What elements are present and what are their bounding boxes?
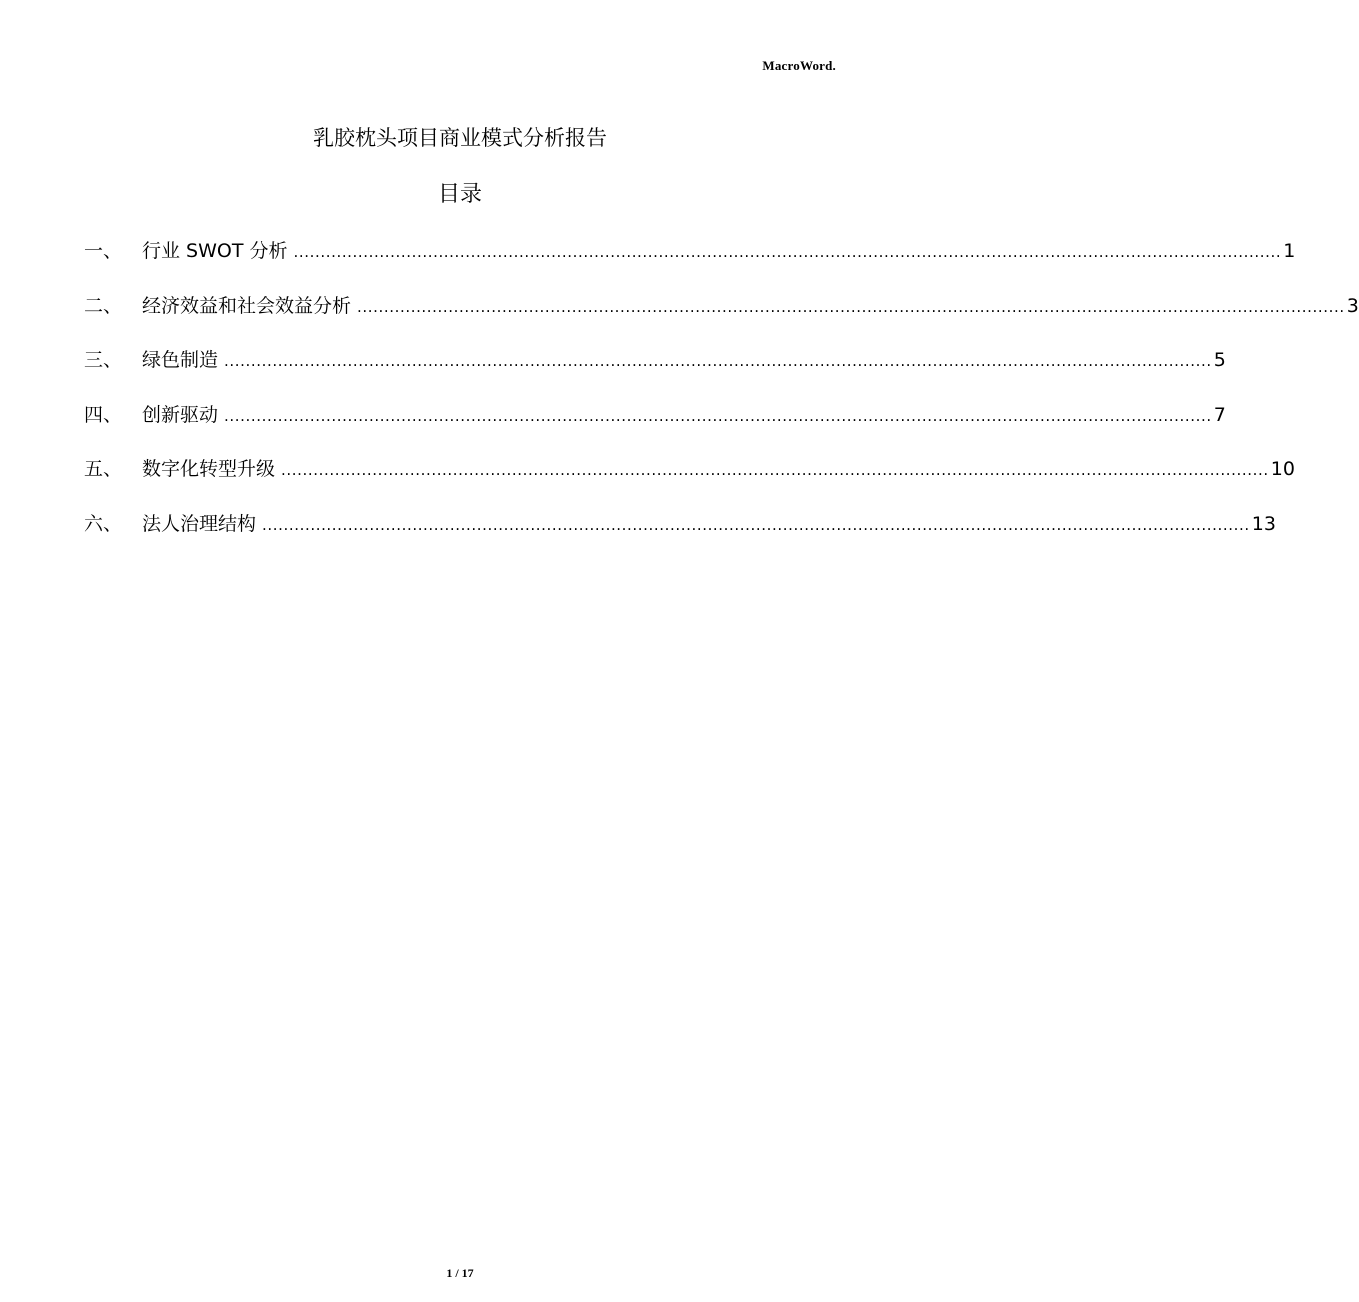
toc-dot-leader: ........................................................................................................................................................................................ [293, 243, 1282, 261]
toc-entry[interactable] [84, 291, 1359, 346]
toc-dot-leader: ........................................................................................................................................................................................ [357, 297, 1345, 316]
toc-entry-page[interactable]: 7 [1213, 403, 1226, 426]
toc-heading: 目录 [437, 182, 482, 207]
toc-entry-page[interactable]: 10 [1270, 458, 1295, 480]
toc-entry-label[interactable]: 行业 SWOT 分析 [142, 240, 288, 262]
toc-entry[interactable] [84, 509, 1276, 564]
toc-entry-label[interactable]: 创新驱动 [142, 403, 219, 426]
toc-entry[interactable] [84, 345, 1226, 400]
document-title: 乳胶枕头项目商业模式分析报告 [313, 126, 607, 150]
page-number: 1 / 17 [446, 1266, 474, 1280]
toc-entry-label[interactable]: 数字化转型升级 [142, 458, 276, 480]
toc-entry-number: 一、 [84, 240, 123, 262]
toc-entry[interactable] [84, 236, 1296, 291]
toc-entry-label[interactable]: 经济效益和社会效益分析 [142, 294, 352, 317]
table-of-contents [84, 236, 1359, 563]
header-brand: MacroWord. [762, 58, 836, 73]
toc-entry-page[interactable]: 3 [1346, 294, 1359, 317]
toc-entry-number: 四、 [84, 403, 123, 426]
toc-entry[interactable] [84, 400, 1226, 455]
toc-entry-label[interactable]: 绿色制造 [142, 349, 219, 371]
toc-entry-page[interactable]: 1 [1283, 240, 1296, 262]
toc-entry-page[interactable]: 13 [1251, 512, 1276, 535]
toc-entry-label[interactable]: 法人治理结构 [142, 512, 257, 535]
toc-entry-number: 六、 [84, 512, 123, 535]
toc-entry-page[interactable]: 5 [1213, 349, 1226, 371]
toc-entry[interactable] [84, 454, 1295, 509]
toc-dot-leader: ........................................................................................................................................................................................ [224, 406, 1212, 425]
toc-dot-leader: ........................................................................................................................................................................................ [224, 352, 1212, 370]
toc-entry-number: 五、 [84, 458, 123, 480]
toc-entry-number: 二、 [84, 294, 123, 317]
toc-dot-leader: ........................................................................................................................................................................................ [262, 515, 1250, 534]
toc-dot-leader: ........................................................................................................................................................................................ [281, 461, 1269, 479]
toc-entry-number: 三、 [84, 349, 123, 371]
